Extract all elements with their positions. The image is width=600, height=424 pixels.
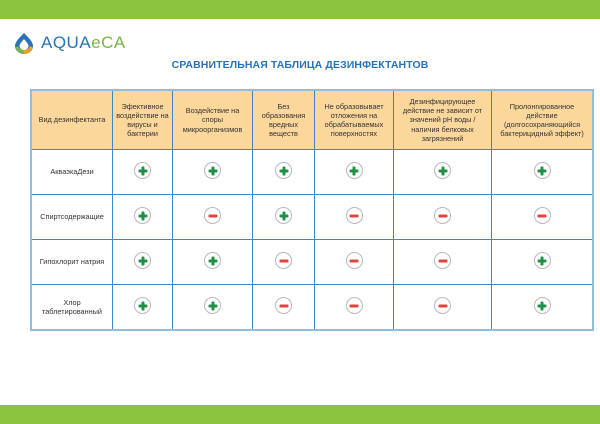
column-header-no-deposits: Не образовывает отложения на обрабатываемых поверхностях [315,90,394,150]
page-title: СРАВНИТЕЛЬНАЯ ТАБЛИЦА ДЕЗИНФЕКТАНТОВ [171,59,429,71]
top-green-bar [0,0,600,19]
table-cell [113,195,173,240]
table-cell [113,240,173,285]
table-cell [492,240,594,285]
table-row [31,150,593,195]
column-header-type: Вид дезинфектанта [31,90,113,150]
plus-circle-icon [134,207,151,224]
plus-circle-icon [534,252,551,269]
disinfectant-name: АкваэкаДези [31,150,113,195]
table-cell [492,150,594,195]
table-cell [173,285,253,331]
table-cell [253,150,315,195]
table-cell [394,150,492,195]
table-cell [394,240,492,285]
disinfectant-name: Гипохлорит натрия [31,240,113,285]
table-cell [173,240,253,285]
column-header-prolonged: Пролонгированное действие (долгосохраняющийся бактерицидный эффект) [492,90,594,150]
plus-circle-icon [346,162,363,179]
table-cell [113,150,173,195]
plus-circle-icon [204,252,221,269]
brand-name-eca: eCA [91,33,126,52]
column-header-spores: Воздействие на споры микроорганизмов [173,90,253,150]
table-row [31,285,593,331]
table-cell [253,195,315,240]
plus-circle-icon [134,297,151,314]
minus-circle-icon [346,207,363,224]
bottom-green-bar [0,405,600,424]
table-cell [173,195,253,240]
table-row [31,195,593,240]
column-header-ph-independent: Дезинфицирующее действие не зависит от значений рН воды / наличия белковых загрязнений [394,90,492,150]
plus-circle-icon [534,162,551,179]
table-cell [492,285,594,331]
table-cell [315,285,394,331]
plus-circle-icon [204,297,221,314]
minus-circle-icon [434,297,451,314]
plus-circle-icon [134,162,151,179]
comparison-table [30,89,594,331]
minus-circle-icon [434,252,451,269]
table-cell [253,240,315,285]
minus-circle-icon [275,252,292,269]
table-cell [173,150,253,195]
minus-circle-icon [346,297,363,314]
minus-circle-icon [346,252,363,269]
table-cell [394,285,492,331]
plus-circle-icon [134,252,151,269]
disinfectant-name: Спиртсодержащие [31,195,113,240]
minus-circle-icon [204,207,221,224]
minus-circle-icon [275,297,292,314]
plus-circle-icon [434,162,451,179]
column-header-no-harmful: Без образования вредных веществ [253,90,315,150]
plus-circle-icon [204,162,221,179]
table-row [31,240,593,285]
plus-circle-icon [275,207,292,224]
aquaeca-logo [13,31,126,55]
table-cell [315,150,394,195]
table-cell [253,285,315,331]
minus-circle-icon [434,207,451,224]
table-cell [492,195,594,240]
disinfectant-name: Хлор таблетированный [31,285,113,331]
table-cell [315,240,394,285]
water-drop-icon [13,32,35,54]
table-cell [394,195,492,240]
plus-circle-icon [275,162,292,179]
minus-circle-icon [534,207,551,224]
brand-name [41,33,126,53]
brand-name-aqua: AQUA [41,33,92,52]
table-cell [315,195,394,240]
table-header-row [31,90,593,150]
plus-circle-icon [534,297,551,314]
column-header-viruses: Эфективное воздействие на вирусы и бактерии [113,90,173,150]
table-cell [113,285,173,331]
